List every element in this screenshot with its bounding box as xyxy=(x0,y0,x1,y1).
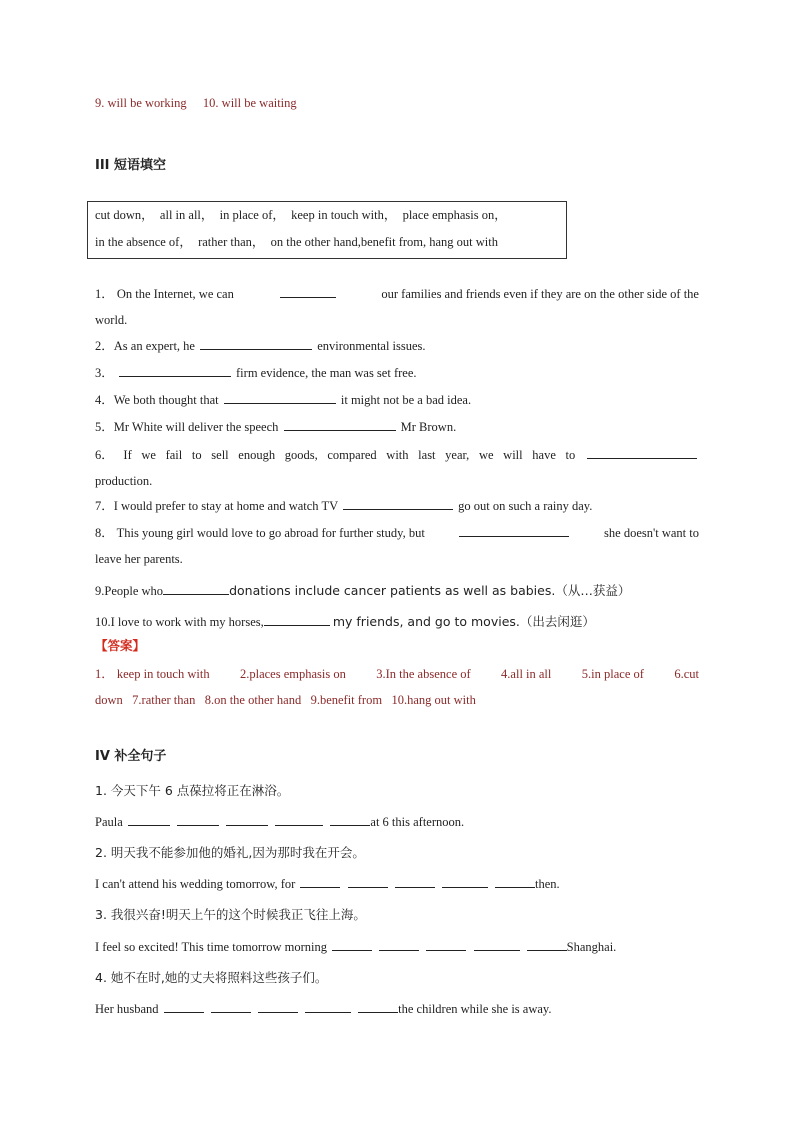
sentence-2-english xyxy=(95,876,560,892)
question-7-pre: 7．I would prefer to stay at home and watch TV xyxy=(95,499,338,513)
question-6-word: 6． xyxy=(95,448,114,462)
sentence-1-post: at 6 this afternoon. xyxy=(370,815,465,829)
sentence-1-blank[interactable] xyxy=(226,814,268,826)
question-6-word: compared xyxy=(327,448,377,462)
question-10 xyxy=(95,614,595,630)
sentence-2-blank[interactable] xyxy=(395,876,435,888)
question-6-word: have xyxy=(532,448,556,462)
question-3-blank[interactable] xyxy=(119,365,231,377)
question-1-blank[interactable] xyxy=(280,286,336,298)
question-4-pre: 4．We both thought that xyxy=(95,393,219,407)
question-10-pre: 10.I love to work with my horses, xyxy=(95,615,264,629)
question-6-word: we xyxy=(141,448,156,462)
sentence-2-pre: I can't attend his wedding tomorrow, for xyxy=(95,877,296,891)
question-6-word: sell xyxy=(211,448,229,462)
sentence-4-post: the children while she is away. xyxy=(398,1002,552,1016)
question-6-word: fail xyxy=(165,448,183,462)
sentence-3-blank[interactable] xyxy=(379,939,419,951)
sentence-3-blank[interactable] xyxy=(474,939,520,951)
sentence-3-chinese: 3. 我很兴奋!明天上午的这个时候我正飞往上海。 xyxy=(95,907,366,922)
sentence-3-pre: I feel so excited! This time tomorrow morning xyxy=(95,940,328,954)
answer-item: 3.In the absence of xyxy=(376,667,471,681)
question-3-pre: 3． xyxy=(95,366,114,380)
question-7-blank[interactable] xyxy=(343,498,453,510)
sentence-3-blank[interactable] xyxy=(332,939,372,951)
question-7-post: go out on such a rainy day. xyxy=(458,499,593,513)
answer-10: 10. will be waiting xyxy=(202,96,297,110)
sentence-3-post: Shanghai. xyxy=(566,940,617,954)
previous-answers xyxy=(95,95,297,111)
sentence-4-blank[interactable] xyxy=(211,1001,251,1013)
sentence-1-pre: Paula xyxy=(95,815,123,829)
sentence-2-chinese: 2. 明天我不能参加他的婚礼,因为那时我在开会。 xyxy=(95,845,365,860)
question-6-cont: production. xyxy=(95,474,153,488)
question-1-post: our families and friends even if they are on the other side of the xyxy=(381,287,699,301)
section-3-title: 短语填空 xyxy=(114,158,167,173)
sentence-4-blank[interactable] xyxy=(164,1001,204,1013)
question-6-word: will xyxy=(503,448,523,462)
question-6-blank[interactable] xyxy=(587,447,697,459)
answer-item: 2.places emphasis on xyxy=(239,667,346,681)
question-2 xyxy=(95,338,426,354)
answers-line-1 xyxy=(95,666,699,682)
question-9-pre: 9.People who xyxy=(95,584,164,598)
answer-9: 9. will be working xyxy=(95,96,187,110)
question-6-word: year, xyxy=(445,448,470,462)
sentence-4-blank[interactable] xyxy=(358,1001,398,1013)
question-5-post: Mr Brown. xyxy=(400,420,457,434)
question-6-word: last xyxy=(418,448,436,462)
answers-line-2: down 7.rather than 8.on the other hand 9.benefit from 10.hang out with xyxy=(95,693,476,707)
question-7 xyxy=(95,498,592,514)
section-4-heading: IV 补全句子 xyxy=(95,749,167,764)
question-2-pre: 2．As an expert, he xyxy=(95,339,195,353)
answer-item: 1． keep in touch with xyxy=(95,667,210,681)
question-2-post: environmental issues. xyxy=(317,339,426,353)
sentence-1-blank[interactable] xyxy=(275,814,323,826)
answer-item: 4.all in all xyxy=(501,667,552,681)
word-bank-line-1: cut down， all in all， in place of， keep in touch with， place emphasis on， xyxy=(95,208,507,222)
sentence-3-english xyxy=(95,939,616,955)
sentence-1-blank[interactable] xyxy=(330,814,370,826)
answer-label: 【答案】 xyxy=(95,638,146,653)
sentence-1-blank[interactable] xyxy=(177,814,219,826)
question-1 xyxy=(95,286,699,302)
question-5 xyxy=(95,419,456,435)
sentence-4-pre: Her husband xyxy=(95,1002,159,1016)
sentence-4-chinese: 4. 她不在时,她的丈夫将照料这些孩子们。 xyxy=(95,970,328,985)
sentence-2-post: then. xyxy=(534,877,560,891)
question-3 xyxy=(95,365,417,381)
question-8-blank[interactable] xyxy=(459,525,569,537)
sentence-4-blank[interactable] xyxy=(258,1001,298,1013)
section-3-heading xyxy=(95,158,166,174)
question-10-post: my friends, and go to movies.（出去闲逛） xyxy=(332,614,595,629)
question-1-pre: 1． On the Internet, we can xyxy=(95,287,234,301)
question-10-blank[interactable] xyxy=(264,614,330,626)
question-3-post: firm evidence, the man was set free. xyxy=(236,366,417,380)
sentence-2-blank[interactable] xyxy=(348,876,388,888)
question-1-cont: world. xyxy=(95,313,128,327)
question-6-word: If xyxy=(123,448,132,462)
question-8 xyxy=(95,525,699,541)
word-bank-line-2: in the absence of， rather than， on the other hand,benefit from, hang out with xyxy=(95,235,499,249)
sentence-3-blank[interactable] xyxy=(426,939,466,951)
sentence-4-blank[interactable] xyxy=(305,1001,351,1013)
question-9-post: donations include cancer patients as well as babies.（从…获益） xyxy=(229,583,631,598)
question-6-word: goods, xyxy=(284,448,318,462)
answer-item: 6.cut xyxy=(674,667,699,681)
section-3-number: III xyxy=(95,158,110,173)
question-6-word: with xyxy=(386,448,409,462)
question-9-blank[interactable] xyxy=(163,583,229,595)
question-6-word: to xyxy=(191,448,202,462)
question-8-post: she doesn't want to xyxy=(604,526,699,540)
sentence-1-blank[interactable] xyxy=(128,814,170,826)
question-4-post: it might not be a bad idea. xyxy=(340,393,472,407)
question-5-pre: 5．Mr White will deliver the speech xyxy=(95,420,279,434)
question-6-word: we xyxy=(478,448,494,462)
sentence-2-blank[interactable] xyxy=(300,876,340,888)
question-8-pre: 8． This young girl would love to go abroad for further study, but xyxy=(95,526,425,540)
question-2-blank[interactable] xyxy=(200,338,312,350)
sentence-2-blank[interactable] xyxy=(442,876,488,888)
question-5-blank[interactable] xyxy=(284,419,396,431)
question-9 xyxy=(95,583,630,599)
sentence-2-blank[interactable] xyxy=(495,876,535,888)
question-6-word: enough xyxy=(238,448,276,462)
question-4-blank[interactable] xyxy=(224,392,336,404)
question-4 xyxy=(95,392,471,408)
question-6 xyxy=(95,447,699,463)
answer-item: 5.in place of xyxy=(581,667,644,681)
sentence-1-chinese: 1. 今天下午 6 点葆拉将正在淋浴。 xyxy=(95,783,290,798)
sentence-1-english xyxy=(95,814,464,830)
question-6-word: to xyxy=(565,448,576,462)
question-8-cont: leave her parents. xyxy=(95,552,183,566)
sentence-4-english xyxy=(95,1001,551,1017)
sentence-3-blank[interactable] xyxy=(527,939,567,951)
